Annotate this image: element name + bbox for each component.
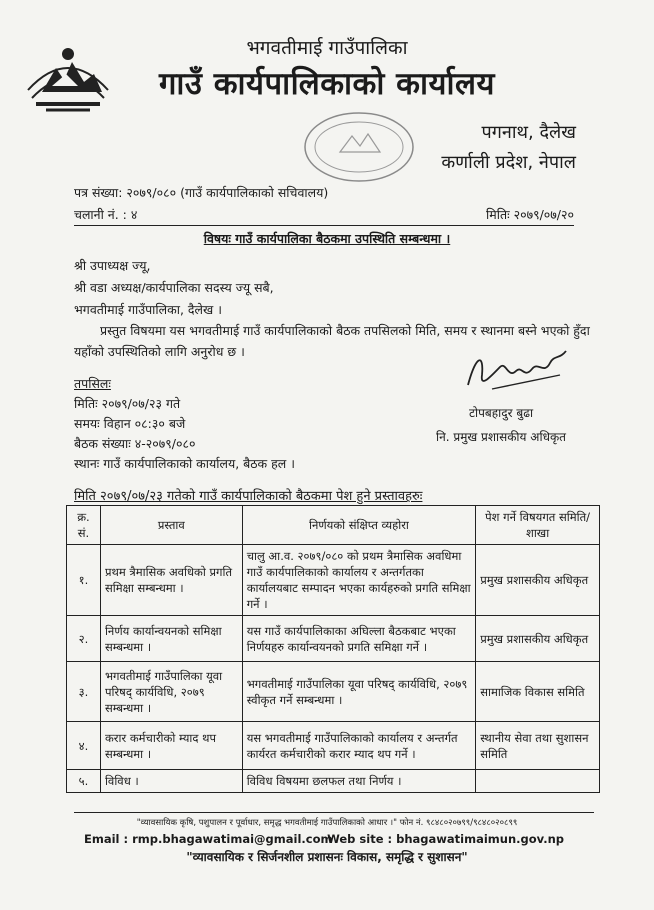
cell-committee: स्थानीय सेवा तथा सुशासन समिति: [476, 722, 600, 770]
patra-sankhya: पत्र संख्या: २०७९/०८० (गाउँ कार्यपालिकाको सचिवालय): [74, 185, 329, 200]
address-line-1: पगनाथ, दैलेख: [481, 122, 576, 143]
chalani-number: चलानी नं. : ४: [74, 207, 138, 222]
schedule-time: समयः विहान ०८:३० बजे: [74, 416, 186, 431]
cell-decision: विविध विषयमा छलफल तथा निर्णय ।: [242, 770, 475, 793]
cell-serial: ३.: [67, 662, 101, 722]
schedule-date: मितिः २०७९/०७/२३ गते: [74, 396, 181, 411]
proposals-table: [66, 505, 600, 793]
cell-proposal: भगवतीमाई गाउँपालिका यूवा परिषद् कार्यविधि, २०७९ सम्बन्धमा ।: [100, 662, 242, 722]
cell-decision: यस गाउँ कार्यपालिकाका अघिल्ला बैठकबाट भएका निर्णयहरु कार्यान्वयनको प्रगति समिक्षा गर्ने ।: [242, 616, 475, 662]
cell-decision: यस भगवतीमाई गाउँपालिकाको कार्यालय र अन्तर्गत कार्यरत कर्मचारीको करार म्याद थप गर्ने ।: [242, 722, 475, 770]
footer-website: Web site : bhagawatimaimun.gov.np: [327, 832, 564, 846]
cell-committee: सामाजिक विकास समिति: [476, 662, 600, 722]
cell-committee: प्रमुख प्रशासकीय अधिकृत: [476, 545, 600, 616]
subject-line: विषयः गाउँ कार्यपालिका बैठकमा उपस्थिति सम्बन्धमा ।: [203, 231, 451, 246]
address-line-2: कर्णाली प्रदेश, नेपाल: [441, 152, 576, 173]
addressee-line: श्री उपाध्यक्ष ज्यू,: [74, 258, 151, 273]
footer-slogan: "व्यावसायिक कृषि, पशुपालन र पूर्वाधार, समृद्ध भगवतीमाई गाउँपालिकाको आधार ।" फोन नं. ९८४८०२०७९९/९८४८०२०८९९: [136, 818, 518, 828]
cell-committee: [476, 770, 600, 793]
table-row: [67, 722, 600, 770]
header-committee: पेश गर्ने विषयगत समिति/शाखा: [476, 506, 600, 545]
addressee-block: [74, 258, 594, 318]
footer-motto: "व्यावसायिक र सिर्जनशील प्रशासनः विकास, समृद्धि र सुशासन": [186, 850, 468, 864]
cell-serial: ४.: [67, 722, 101, 770]
addressee-line: श्री वडा अध्यक्ष/कार्यपालिका सदस्य ज्यू सबै,: [74, 280, 274, 295]
cell-serial: २.: [67, 616, 101, 662]
org-name: भगवतीमाई गाउँपालिका: [246, 37, 408, 59]
signature-icon: [462, 345, 572, 395]
request-paragraph: प्रस्तुत विषयमा यस भगवतीमाई गाउँ कार्यपालिकाको बैठक तपसिलको मिति, समय र स्थानमा बस्ने भएको हुँदा यहाँको उपस्थितिको लागि अनुरोध छ ।: [74, 323, 590, 359]
cell-proposal: निर्णय कार्यान्वयनको समिक्षा सम्बन्धमा ।: [100, 616, 242, 662]
cell-proposal: विविध ।: [100, 770, 242, 793]
header-serial: क्र. सं.: [67, 506, 101, 545]
office-stamp-icon: [300, 108, 418, 186]
header-decision: निर्णयको संक्षिप्त व्यहोरा: [242, 506, 475, 545]
cell-proposal: प्रथम त्रैमासिक अवधिको प्रगति समिक्षा सम्बन्धमा ।: [100, 545, 242, 616]
table-row: [67, 770, 600, 793]
footer-divider: [74, 812, 594, 813]
schedule-place: स्थानः गाउँ कार्यपालिकाको कार्यालय, बैठक हल ।: [74, 456, 295, 471]
signatory-title: नि. प्रमुख प्रशासकीय अधिकृत: [435, 430, 567, 444]
schedule-meeting-number: बैठक संख्याः ४-२०७९/०८०: [74, 436, 196, 451]
office-name: गाउँ कार्यपालिकाको कार्यालय: [158, 66, 496, 102]
cell-serial: १.: [67, 545, 101, 616]
header-proposal: प्रस्ताव: [100, 506, 242, 545]
cell-serial: ५.: [67, 770, 101, 793]
signatory-name: टोपबहादुर बुढा: [468, 406, 534, 420]
cell-committee: प्रमुख प्रशासकीय अधिकृत: [476, 616, 600, 662]
cell-proposal: करार कर्मचारीको म्याद थप सम्बन्धमा ।: [100, 722, 242, 770]
schedule-title: तपसिलः: [74, 376, 111, 391]
schedule-block: [74, 376, 394, 472]
footer-email: Email : rmp.bhagawatimai@gmail.com: [84, 832, 333, 846]
cell-decision: भगवतीमाई गाउँपालिका यूवा परिषद् कार्यविधि, २०७९ स्वीकृत गर्ने सम्बन्धमा ।: [242, 662, 475, 722]
proposals-title: मिति २०७९/०७/२३ गतेको गाउँ कार्यपालिकाको बैठकमा पेश हुने प्रस्तावहरुः: [74, 489, 423, 504]
table-row: [67, 545, 600, 616]
reference-line: [74, 206, 574, 226]
letter-date: मितिः २०७९/०७/२०: [486, 207, 574, 222]
table-header-row: [67, 506, 600, 545]
addressee-line: भगवतीमाई गाउँपालिका, दैलेख ।: [74, 302, 222, 317]
cell-decision: चालु आ.व. २०७९/०८० को प्रथम त्रैमासिक अवधिमा गाउँ कार्यपालिकाको कार्यालय र अन्तर्गतका कार्यालयबाट सम्पादन भएका कार्यहरुको प्रगति समिक्षा गर्ने ।: [242, 545, 475, 616]
table-row: [67, 662, 600, 722]
table-row: [67, 616, 600, 662]
